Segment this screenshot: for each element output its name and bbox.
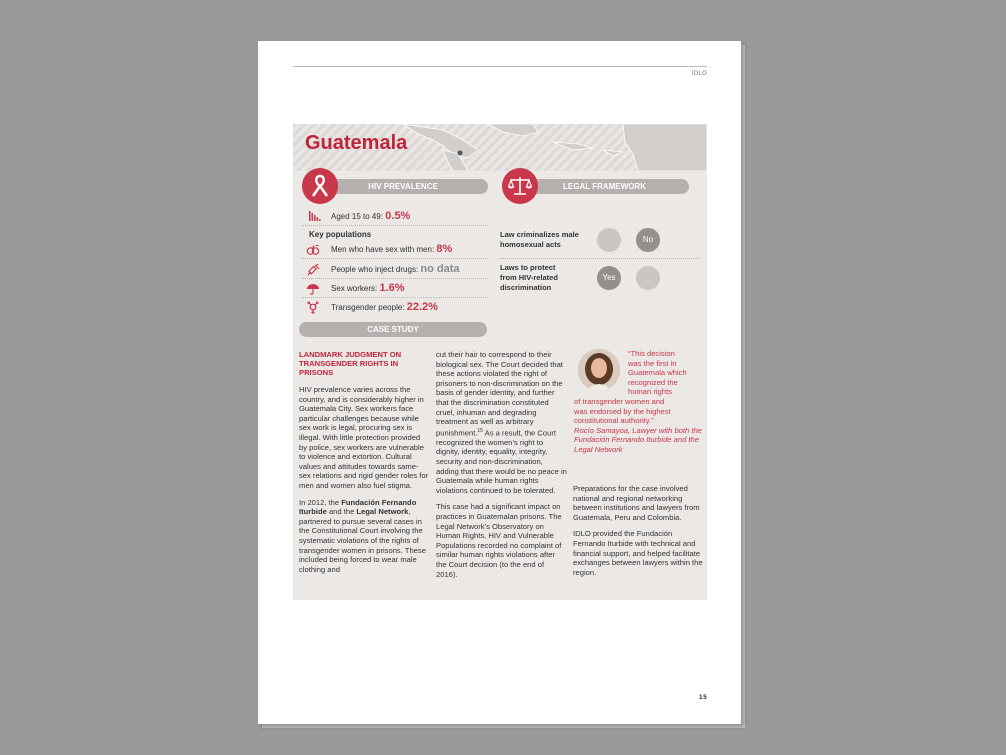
case-study-pill: CASE STUDY (299, 322, 487, 337)
case-column-1 (299, 350, 429, 581)
aged-text: Aged 15 to 49: (331, 212, 386, 221)
headline-line: PRISONS (299, 368, 334, 377)
syringe-icon (306, 264, 320, 276)
text-run: , partnered to pursue several cases in the Constitutional Court involving the systematic violations of the rights of transgender women in prisons. These included being forced to wear male clothing and (299, 507, 426, 574)
bar-chart-icon (308, 210, 322, 222)
text-run: cut their hair to correspond to their biological sex. The Court decided that these actions violated the right of prisoners to non-discrimination on the basis of gender identity, and further that the discrimination constituted cruel, inhuman and degrading treatment as well as arbitrary punishment. (436, 350, 563, 438)
legal-row-label (500, 230, 579, 250)
page-number: 15 (698, 694, 707, 701)
footnote-ref: 15 (477, 427, 483, 434)
case-paragraph: Preparations for the case involved national and regional networking between institutions and lawyers from Guatemala, Peru and Colombia. (573, 484, 700, 522)
legal-label-line: Law criminalizes male (500, 230, 579, 239)
population-value: no data (420, 263, 460, 275)
aged-label (331, 210, 410, 222)
quote-line: Guatemala which (628, 368, 687, 378)
quote-line: was endorsed by the highest (574, 406, 671, 416)
org-name: Fundación Fernando Iturbide (299, 497, 417, 517)
scales-icon (502, 168, 538, 204)
case-headline (299, 350, 429, 377)
no-indicator: No (636, 228, 660, 252)
quote-line: constitutional authority.” (574, 416, 654, 426)
legal-divider (500, 258, 700, 259)
quote-line: was the first in (628, 358, 677, 368)
umbrella-icon (306, 283, 320, 295)
population-value: 1.6% (379, 282, 405, 294)
population-text: Transgender people: (331, 303, 407, 312)
aged-row (302, 210, 488, 226)
case-paragraph (436, 350, 567, 495)
case-column-2 (436, 350, 567, 586)
quote-line: human rights (628, 387, 672, 397)
hiv-prevalence-pill: HIV PREVALENCE (318, 179, 488, 194)
text-run: and the (326, 507, 357, 517)
ribbon-icon (302, 168, 338, 204)
headline-line: TRANSGENDER RIGHTS IN (299, 359, 399, 368)
population-text: People who inject drugs: (331, 265, 421, 274)
legal-row-label (500, 263, 558, 293)
transgender-symbol-icon (306, 301, 320, 315)
quote-line: “This decision (628, 349, 675, 358)
no-indicator (636, 266, 660, 290)
population-row (302, 281, 488, 298)
header-rule (293, 66, 707, 67)
text-run: In 2012, the (299, 497, 342, 507)
men-symbol-icon (306, 244, 320, 256)
population-text: Sex workers: (331, 284, 380, 293)
quote-line: of transgender women and (574, 396, 665, 406)
headline-line: LANDMARK JUDGMENT ON (299, 350, 402, 359)
yes-indicator (597, 228, 621, 252)
population-label (331, 282, 405, 294)
case-column-3 (573, 484, 703, 584)
yes-indicator: Yes (597, 266, 621, 290)
population-row (302, 300, 488, 316)
population-row (302, 262, 488, 279)
country-title: Guatemala (305, 132, 408, 154)
quote-attribution: Rocío Samayoa, Lawyer with both the Fundación Fernando Iturbide and the Legal Network (574, 425, 702, 454)
legal-framework-pill: LEGAL FRAMEWORK (520, 179, 689, 194)
header-label: IDLO (691, 70, 707, 77)
org-name: Legal Network (356, 507, 409, 517)
case-paragraph: This case had a significant impact on practices in Guatemalan prisons. The Legal Network’s Observatory on Human Rights, HIV and Vulnerable Populations recorded no complaint of similar human rights violations after the Court decision (to the end of 2016). (436, 502, 562, 579)
key-populations-label: Key populations (309, 230, 372, 239)
population-text: Men who have sex with men: (331, 245, 437, 254)
population-value: 8% (436, 243, 453, 255)
population-label (331, 263, 460, 275)
population-label (331, 301, 438, 313)
case-paragraph (299, 498, 429, 575)
population-value: 22.2% (406, 301, 438, 313)
case-paragraph: IDLO provided the Fundación Fernando Iturbide with technical and financial support, and helped facilitate exchanges between lawyers within the region. (573, 529, 703, 577)
quote-line: recognized the (628, 377, 678, 387)
legal-label-line: homosexual acts (500, 240, 561, 249)
text-run: As a result, the Court recognized the women’s right to dignity, identity, equality, integrity, security and non-discrimination, adding that there would be no peace in Guatemala while human rights violations continued to be tolerated. (436, 428, 567, 495)
legal-label-line: Laws to protect (500, 263, 556, 272)
aged-value: 0.5% (385, 210, 411, 222)
legal-label-line: from HIV-related (500, 273, 558, 282)
legal-label-line: discrimination (500, 283, 552, 292)
case-paragraph: HIV prevalence varies across the country, and is considerably higher in Guatemala City. Sex workers face particular challenges because while sex work is legal, procuring sex is illegal. With little protection provided by police, sex workers are vulnerable to violence and extortion. Cultural values and attitudes towards same-sex relations and rigid gender roles for men and women also fuel stigma. (299, 385, 429, 490)
population-label (331, 243, 452, 255)
pull-quote (574, 349, 704, 455)
population-row (302, 242, 488, 259)
